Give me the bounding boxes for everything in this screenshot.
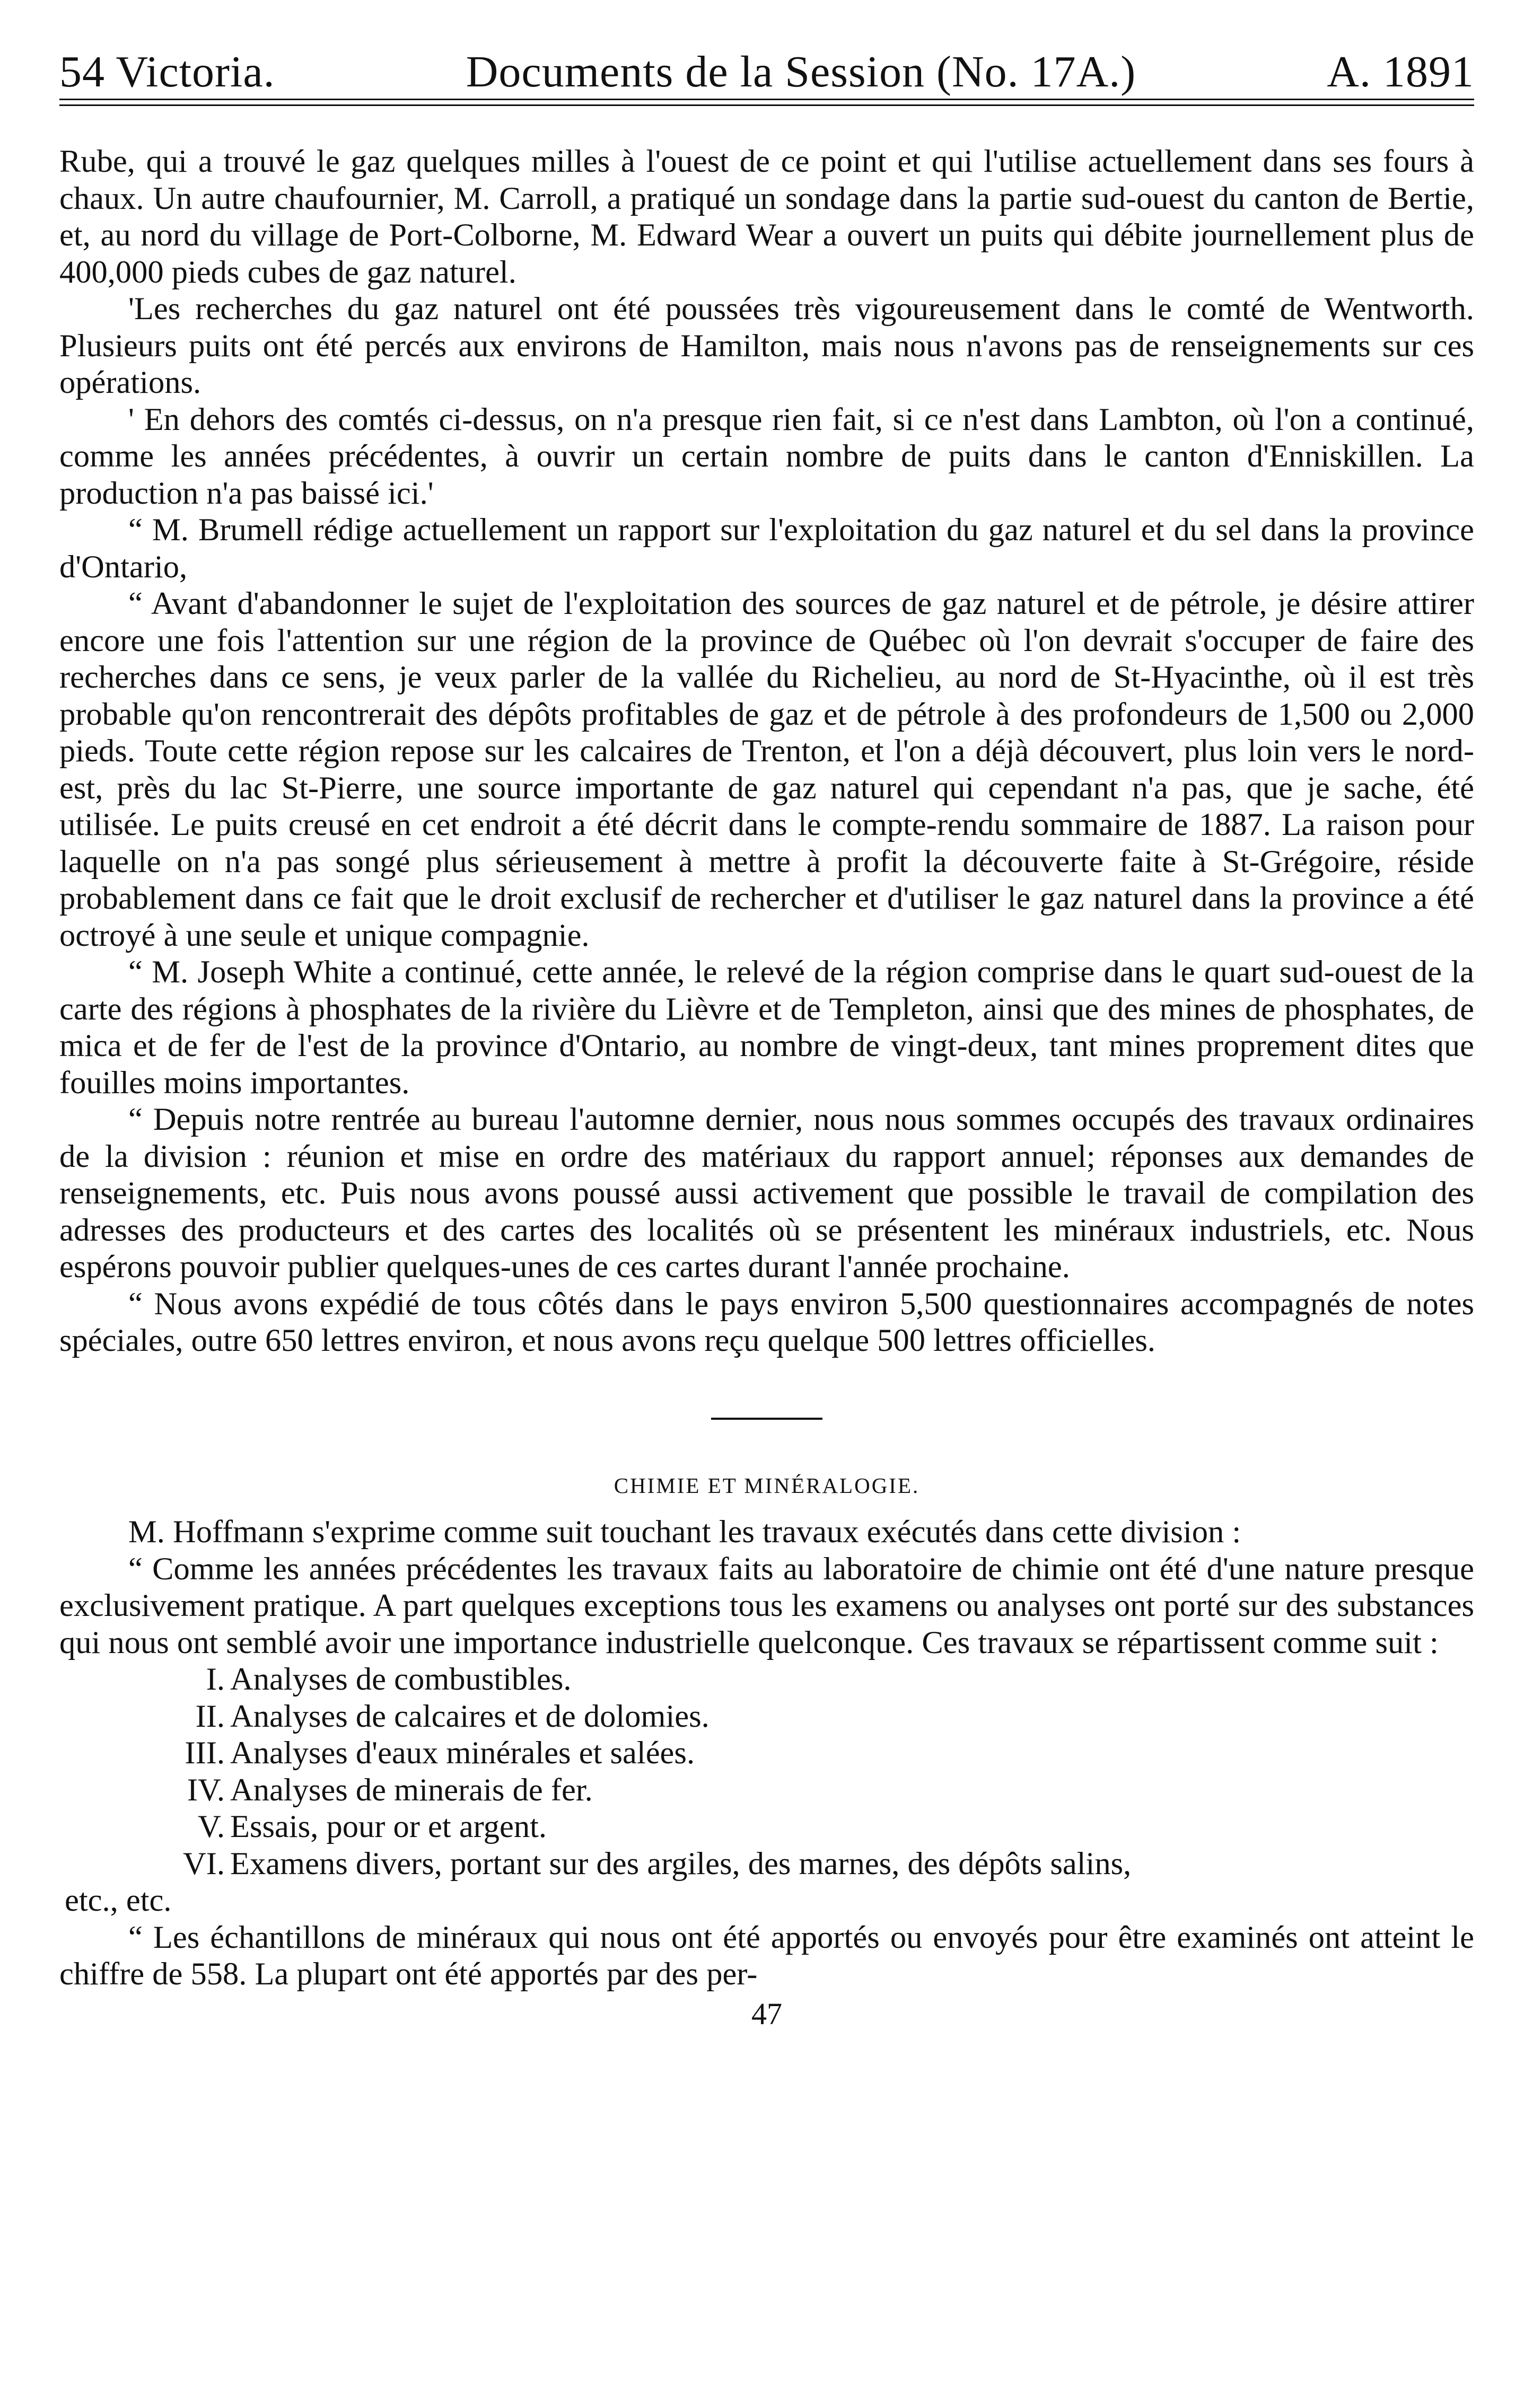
list-text: Analyses de minerais de fer. bbox=[230, 1772, 593, 1808]
paragraph: “ M. Joseph White a continué, cette année, le relevé de la région comprise dans le quart sud-ouest de la carte des régions à phosphates de la rivière du Lièvre et de Templeton, ainsi que des mines de phosphates, de mica et de fer de l'est de la province d'Ontario, au nombre de vingt-deux, tant mines proprement dites que fouilles moins importantes. bbox=[59, 954, 1474, 1101]
list-text: Essais, pour or et argent. bbox=[230, 1809, 547, 1845]
list-item bbox=[59, 1845, 1474, 1919]
list-number: V. bbox=[197, 1809, 225, 1845]
header-rule-bottom bbox=[59, 104, 1474, 106]
page-number: 47 bbox=[751, 1996, 782, 2031]
paragraph: “ Nous avons expédié de tous côtés dans le pays environ 5,500 questionnaires accompagnés de notes spéciales, outre 650 lettres environ, et nous avons reçu quelque 500 lettres officielles. bbox=[59, 1286, 1474, 1359]
paragraph: “ Avant d'abandonner le sujet de l'exploitation des sources de gaz naturel et de pétrole, je désire attirer encore une fois l'attention sur une région de la province de Québec où l'on devrait s'occuper de faire des recherches dans ce sens, je veux parler de la vallée du Richelieu, au nord de St-Hyacinthe, où il est très probable qu'on rencontrerait des dépôts profitables de gaz et de pétrole à des profondeurs de 1,500 ou 2,000 pieds. Toute cette région repose sur les calcaires de Trenton, et l'on a déjà découvert, plus loin vers le nord-est, près du lac St-Pierre, une source importante de gaz naturel qui cependant n'a pas, que je sache, été utilisée. Le puits creusé en cet endroit a été décrit dans le compte-rendu sommaire de 1887. La raison pour laquelle on n'a pas songé plus sérieusement à mettre à profit la découverte faite à St-Grégoire, réside probablement dans ce fait que le droit exclusif de rechercher et d'utiliser le gaz naturel dans la province a été octroyé à une seule et unique compagnie. bbox=[59, 586, 1474, 953]
paragraph: “ Les échantillons de minéraux qui nous ont été apportés ou envoyés pour être examinés ont atteint le chiffre de 558. La plupart ont été apportés par des per- bbox=[59, 1919, 1474, 1992]
document-page bbox=[59, 48, 1474, 2032]
running-header bbox=[59, 48, 1474, 96]
section-title: CHIMIE ET MINÉRALOGIE. bbox=[614, 1473, 920, 1498]
paragraph: “ Depuis notre rentrée au bureau l'automne dernier, nous nous sommes occupés des travaux ordinaires de la division : réunion et mise en ordre des matériaux du rapport annuel; réponses aux demandes de renseignements, etc. Puis nous avons poussé aussi activement que possible le travail de compilation des adresses des producteurs et des cartes des localités où se présentent les minéraux industriels, etc. Nous espérons pouvoir publier quelques-unes de ces cartes durant l'année prochaine. bbox=[59, 1102, 1474, 1285]
list-number: VI. bbox=[183, 1845, 225, 1882]
header-center: Documents de la Session (No. 17A.) bbox=[466, 47, 1136, 96]
body-text bbox=[59, 143, 1474, 1993]
list-number: III. bbox=[185, 1735, 225, 1771]
list-text-continuation: etc., etc. bbox=[65, 1883, 172, 1919]
list-text: Analyses d'eaux minérales et salées. bbox=[230, 1735, 695, 1771]
paragraph: Rube, qui a trouvé le gaz quelques milles à l'ouest de ce point et qui l'utilise actuellement dans ses fours à chaux. Un autre chaufournier, M. Carroll, a pratiqué un sondage dans la partie sud-ouest du canton de Bertie, et, au nord du village de Port-Colborne, M. Edward Wear a ouvert un puits qui débite journellement plus de 400,000 pieds cubes de gaz naturel. bbox=[59, 144, 1474, 290]
paragraph: “ M. Brumell rédige actuellement un rapport sur l'exploitation du gaz naturel et du sel dans la province d'Ontario, bbox=[59, 512, 1474, 585]
paragraph: “ Comme les années précédentes les travaux faits au laboratoire de chimie ont été d'une nature presque exclusivement pratique. A part quelques exceptions tous les examens ou analyses ont porté sur des substances qui nous ont semblé avoir une importance industrielle quelconque. Ces travaux se répartissent comme suit : bbox=[59, 1551, 1474, 1660]
list-item bbox=[59, 1735, 1474, 1772]
list-text: Analyses de combustibles. bbox=[230, 1662, 572, 1698]
list-text: Examens divers, portant sur des argiles, des marnes, des dépôts salins, bbox=[230, 1845, 1132, 1882]
list-item bbox=[59, 1772, 1474, 1809]
list-text: Analyses de calcaires et de dolomies. bbox=[230, 1698, 709, 1734]
list-item bbox=[59, 1661, 1474, 1698]
section-separator bbox=[711, 1418, 822, 1420]
list-number: II. bbox=[195, 1698, 225, 1734]
paragraph: ' En dehors des comtés ci-dessus, on n'a presque rien fait, si ce n'est dans Lambton, où l'on a continué, comme les années précédentes, à ouvrir un certain nombre de puits dans le canton d'Enniskillen. La production n'a pas baissé ici.' bbox=[59, 401, 1474, 511]
list-item bbox=[59, 1808, 1474, 1845]
header-right: A. 1891 bbox=[1327, 47, 1474, 96]
header-left: 54 Victoria. bbox=[59, 47, 275, 96]
analysis-list bbox=[59, 1661, 1474, 1919]
paragraph: M. Hoffmann s'exprime comme suit touchant les travaux exécutés dans cette division : bbox=[128, 1514, 1241, 1550]
paragraph: 'Les recherches du gaz naturel ont été poussées très vigoureusement dans le comté de Wentworth. Plusieurs puits ont été percés aux environs de Hamilton, mais nous n'avons pas de renseignements sur ces opérations. bbox=[59, 291, 1474, 401]
list-item bbox=[59, 1698, 1474, 1735]
list-number: I. bbox=[206, 1662, 225, 1698]
list-number: IV. bbox=[187, 1772, 225, 1808]
header-rule-top bbox=[59, 99, 1474, 100]
